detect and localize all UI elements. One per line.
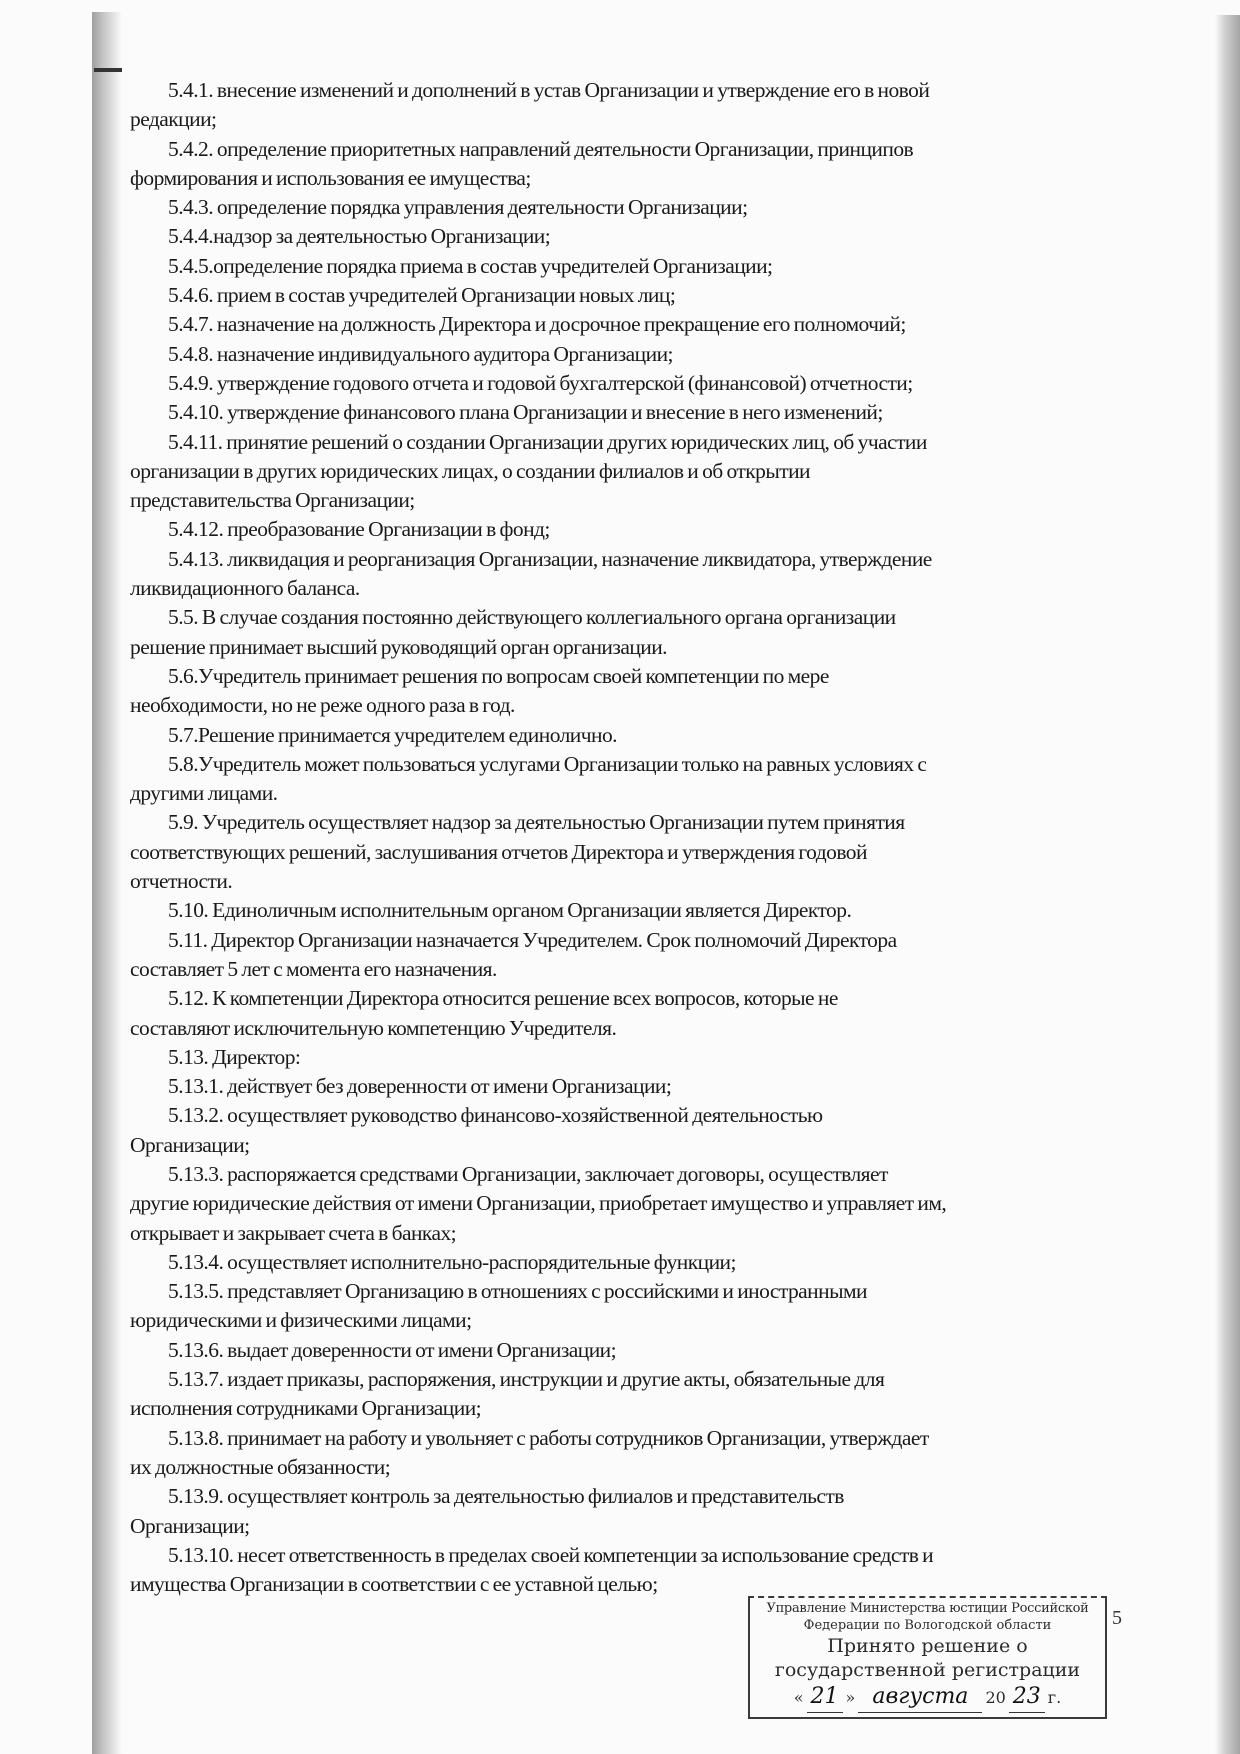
paragraph-line: 5.13.3. распоряжается средствами Организации, заключает договоры, осуществляет: [168, 1161, 888, 1186]
paragraph-line: 5.13.2. осуществляет руководство финансово-хозяйственной деятельностью: [168, 1103, 823, 1128]
continuation-line: необходимости, но не реже одного раза в год.: [130, 693, 515, 718]
paragraph-line: 5.13.7. издает приказы, распоряжения, инструкции и другие акты, обязательные для: [168, 1367, 885, 1392]
paragraph-line: 5.11. Директор Организации назначается Учредителем. Срок полномочий Директора: [168, 927, 897, 952]
continuation-line: другими лицами.: [130, 781, 278, 806]
continuation-line: имущества Организации в соответствии с ее уставной целью;: [130, 1572, 658, 1597]
continuation-line: формирования и использования ее имущества;: [130, 165, 531, 190]
paragraph-line: 5.4.6. прием в состав учредителей Организации новых лиц;: [168, 283, 676, 308]
paragraph-line: 5.12. К компетенции Директора относится решение всех вопросов, которые не: [168, 986, 838, 1011]
paragraph-line: 5.13.8. принимает на работу и увольняет с работы сотрудников Организации, утверждает: [168, 1425, 929, 1450]
paragraph-line: 5.4.7. назначение на должность Директора и досрочное прекращение его полномочий;: [168, 312, 906, 337]
quote-open: «: [793, 1688, 804, 1707]
continuation-line: Организации;: [130, 1513, 250, 1538]
paragraph-line: 5.13.5. представляет Организацию в отношениях с российскими и иностранными: [168, 1279, 867, 1304]
paragraph-line: 5.13.10. несет ответственность в пределах своей компетенции за использование средств и: [168, 1542, 934, 1567]
paragraph-line: 5.4.2. определение приоритетных направлений деятельности Организации, принципов: [168, 136, 914, 161]
continuation-line: отчетности.: [130, 869, 233, 894]
continuation-line: редакции;: [130, 107, 217, 132]
paragraph-line: 5.4.9. утверждение годового отчета и годовой бухгалтерской (финансовой) отчетности;: [168, 370, 913, 395]
scan-shadow-left: [92, 12, 122, 1754]
page-number: 5: [1112, 1607, 1122, 1629]
year-prefix: 20: [985, 1688, 1006, 1707]
paragraph-line: 5.13.9. осуществляет контроль за деятельностью филиалов и представительств: [168, 1484, 844, 1509]
stamp-decision-line2: государственной регистрации: [774, 1659, 1081, 1681]
paragraph-line: 5.4.12. преобразование Организации в фонд;: [168, 517, 550, 542]
stamp-date: [750, 1682, 1105, 1713]
handwritten-year: 23: [1009, 1682, 1045, 1713]
quote-close: »: [845, 1688, 856, 1707]
continuation-line: соответствующих решений, заслушивания отчетов Директора и утверждения годовой: [130, 839, 867, 864]
continuation-line: решение принимает высший руководящий орган организации.: [130, 634, 668, 659]
paragraph-line: 5.10. Единоличным исполнительным органом Организации является Директор.: [168, 898, 852, 923]
continuation-line: исполнения сотрудниками Организации;: [130, 1396, 482, 1421]
continuation-line: Организации;: [130, 1132, 250, 1157]
stamp-authority-line2: Федерации по Вологодской области: [803, 1618, 1052, 1633]
paragraph-line: 5.6.Учредитель принимает решения по вопросам своей компетенции по мере: [168, 663, 829, 688]
paragraph-line: 5.13. Директор:: [168, 1044, 301, 1069]
continuation-line: открывает и закрывает счета в банках;: [130, 1220, 457, 1245]
continuation-line: составляют исключительную компетенцию Учредителя.: [130, 1015, 617, 1040]
continuation-line: составляет 5 лет с момента его назначения.: [130, 956, 497, 981]
paragraph-line: 5.4.1. внесение изменений и дополнений в устав Организации и утверждение его в новой: [168, 78, 930, 102]
paragraph-line: 5.9. Учредитель осуществляет надзор за деятельностью Организации путем принятия: [168, 810, 905, 835]
paragraph-line: 5.4.13. ликвидация и реорганизация Организации, назначение ликвидатора, утверждение: [168, 546, 932, 571]
paragraph-line: 5.4.8. назначение индивидуального аудитора Организации;: [168, 341, 673, 366]
paragraph-line: 5.4.10. утверждение финансового плана Организации и внесение в него изменений;: [168, 400, 883, 425]
year-mark: г.: [1047, 1688, 1062, 1707]
paragraph-line: 5.4.3. определение порядка управления деятельности Организации;: [168, 195, 748, 220]
paragraph-line: 5.7.Решение принимается учредителем единолично.: [168, 722, 617, 747]
paragraph-line: 5.8.Учредитель может пользоваться услугами Организации только на равных условиях с: [168, 751, 927, 776]
registration-stamp: [748, 1596, 1107, 1719]
continuation-line: юридическими и физическими лицами;: [130, 1308, 472, 1333]
paragraph-line: 5.13.6. выдает доверенности от имени Организации;: [168, 1337, 617, 1362]
continuation-line: организации в других юридических лицах, о создании филиалов и об открытии: [130, 458, 811, 483]
paragraph-line: 5.4.11. принятие решений о создании Организации других юридических лиц, об участии: [168, 429, 927, 454]
continuation-line: другие юридические действия от имени Организации, приобретает имущество и управляет им,: [130, 1191, 947, 1216]
handwritten-day: 21: [807, 1682, 843, 1713]
paragraph-line: 5.4.4.надзор за деятельностью Организации;: [168, 224, 551, 249]
paragraph-line: 5.4.5.определение порядка приема в состав учредителей Организации;: [168, 253, 773, 278]
continuation-line: представительства Организации;: [130, 488, 415, 513]
continuation-line: ликвидационного баланса.: [130, 576, 360, 601]
paragraph-line: 5.13.4. осуществляет исполнительно-распорядительные функции;: [168, 1249, 736, 1274]
paragraph-line: 5.5. В случае создания постоянно действующего коллегиального органа организации: [168, 605, 896, 630]
scan-mark: [94, 68, 122, 72]
scan-shadow-right: [1215, 15, 1240, 1754]
paragraph-line: 5.13.1. действует без доверенности от имени Организации;: [168, 1074, 672, 1099]
document-body: [130, 78, 1190, 1601]
handwritten-month: августа: [858, 1682, 982, 1713]
stamp-decision-line1: Принято решение о: [827, 1635, 1028, 1657]
stamp-authority-line1: Управление Министерства юстиции Российской: [766, 1601, 1089, 1616]
continuation-line: их должностные обязанности;: [130, 1454, 391, 1479]
